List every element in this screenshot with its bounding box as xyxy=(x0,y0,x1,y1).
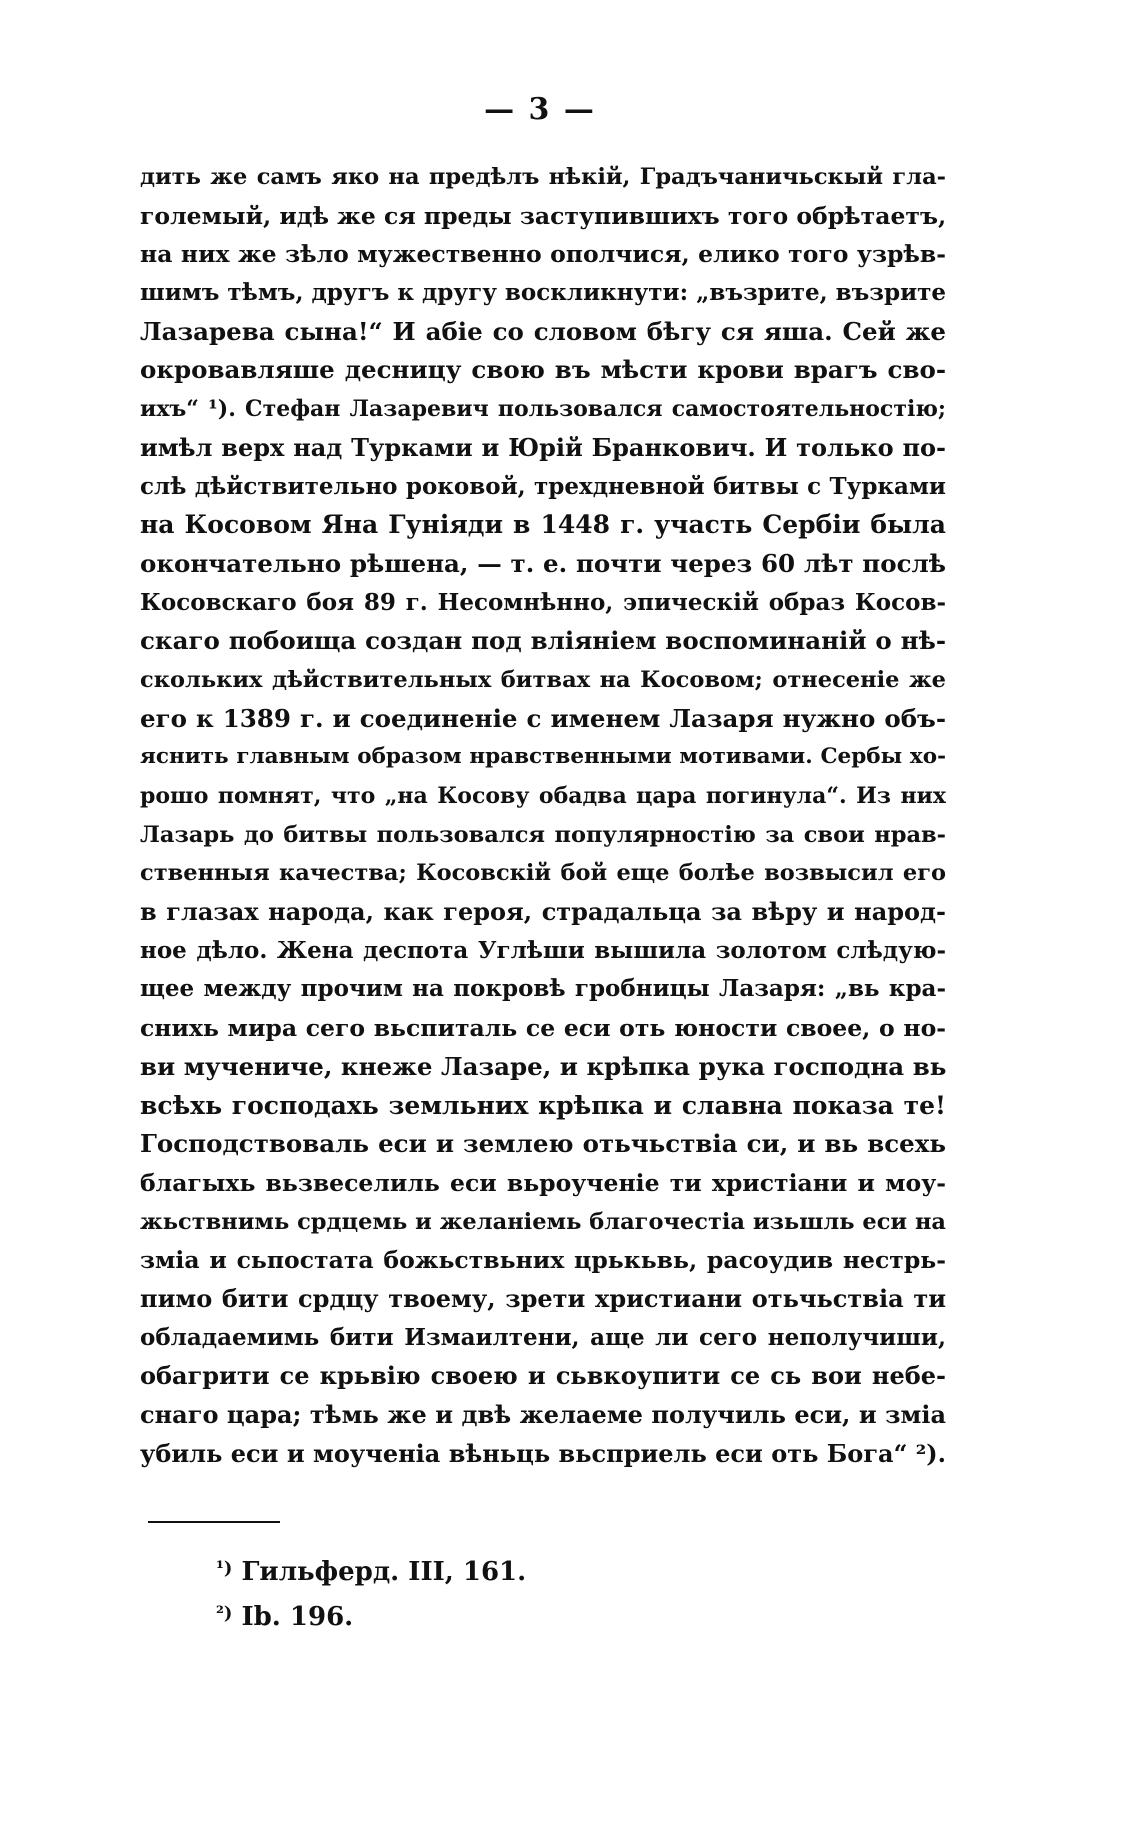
text-line: ственныя качества; Косовскій бой еще болѣе возвысил его xyxy=(140,860,946,887)
text-line: Лазарева сына!“ И абіе со словом бѣгу ся яша. Сей же xyxy=(140,316,946,346)
text-line: дить же самъ яко на предѣлъ нѣкій, Градъчаничьскый гла- xyxy=(140,164,946,190)
footnote-marker: ¹) xyxy=(216,1558,233,1579)
text-line: рошо помнят, что „на Косову обадва цара погинула“. Из них xyxy=(140,783,946,809)
text-line: всѣхь господахь земльних крѣпка и славна показа те! xyxy=(140,1090,946,1120)
text-line: снаго цара; тѣмь же и двѣ желаеме получиль еси, и зміа xyxy=(140,1400,946,1429)
footnote-marker: ²) xyxy=(216,1603,233,1624)
text-line: обладаемимь бити Измаилтени, аще ли сего неполучиши, xyxy=(140,1323,946,1351)
footnote-divider xyxy=(148,1521,280,1523)
text-line: яснить главным образом нравственными мотивами. Сербы хо- xyxy=(140,744,946,770)
footnote-text: Гильфeрд. III, 161. xyxy=(241,1557,527,1587)
text-line: убиль еси и моученіа вѣньць вьсприель еси оть Бога“ ²). xyxy=(140,1438,946,1468)
text-line: щее между прочим на покровѣ гробницы Лазаря: „вь кра- xyxy=(140,975,946,1003)
text-line: големый, идѣ же ся преды заступившихъ того обрѣтаетъ, xyxy=(140,201,946,230)
text-line: благыхь вьзвеселиль еси вьроученіе ти христіани и моу- xyxy=(140,1168,946,1197)
text-line: окровавляше десницу свою въ мѣсти крови врагъ сво- xyxy=(140,355,946,385)
text-line: ихъ“ ¹). Стефан Лазаревич пользовался самостоятельностію; xyxy=(140,396,946,423)
text-line: ное дѣло. Жена деспота Углѣши вышила золотом слѣдую- xyxy=(140,936,946,964)
text-line: ви мученичe, кнеже Лазаре, и крѣпка рука господна вь xyxy=(140,1051,946,1081)
text-line: Косовскаго боя 89 г. Несомнѣнно, эпическій образ Косов- xyxy=(140,588,946,616)
text-line: на них же зѣло мужественно ополчися, елико того узрѣв- xyxy=(140,240,946,269)
text-line: скольких дѣйствительных битвах на Косовом; отнесеніе же xyxy=(140,666,946,693)
text-line: окончательно рѣшена, — т. е. почти через 60 лѣт послѣ xyxy=(140,548,946,578)
text-line: на Косовом Яна Гуніяди в 1448 г. участь Сербіи была xyxy=(140,510,946,540)
body-text xyxy=(140,158,946,1473)
footnotes xyxy=(216,1548,526,1638)
text-line: обагрити се крьвію своею и сьвкоупити се сь вои небе- xyxy=(140,1361,946,1391)
text-line: слѣ дѣйствительно роковой, трехдневной битвы с Турками xyxy=(140,472,946,500)
text-line: его к 1389 г. и соединеніе с именем Лазаря нужно объ- xyxy=(140,703,946,733)
page-number: — 3 — xyxy=(484,92,596,127)
text-line: жьствнимь срдцемь и желаніемь благочестіа изьшль еси на xyxy=(140,1208,946,1235)
text-line: пимо бити срдцу твоему, зрети христиани отьчьствіа ти xyxy=(140,1283,946,1313)
text-line: имѣл верх над Турками и Юрій Бранкович. И только по- xyxy=(140,432,946,462)
footnote-1 xyxy=(216,1548,526,1593)
text-line: в глазах народа, как героя, страдальца за вѣру и народ- xyxy=(140,897,946,927)
footnote-2 xyxy=(216,1593,526,1638)
footnote-text: Ib. 196. xyxy=(241,1602,354,1632)
text-line: скаго побоища создан под вліяніем воспоминаній о нѣ- xyxy=(140,626,946,656)
text-line: Лазарь до битвы пользовался популярностію за свои нрав- xyxy=(140,821,946,848)
text-line: снихь мира сего вьспиталь се еси оть юности своее, о но- xyxy=(140,1014,946,1043)
text-line: шимъ тѣмъ, другъ к другу воскликнути: „възрите, възрите xyxy=(140,279,946,307)
text-line: зміа и сьпостата божьствьних црькьвь, расоудив нестрь- xyxy=(140,1246,946,1275)
text-line: Господствоваль еси и землею отьчьствіа си, и вь всехь xyxy=(140,1129,946,1159)
